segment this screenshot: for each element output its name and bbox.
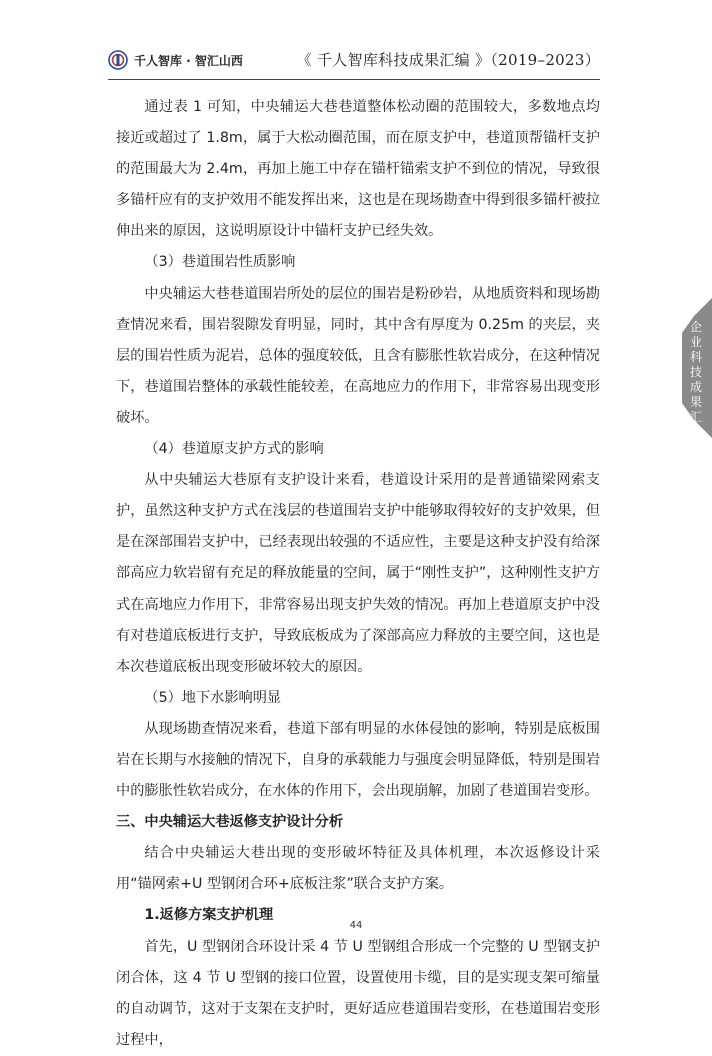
paragraph: 中央辅运大巷巷道围岩所处的层位的围岩是粉砂岩，从地质资料和现场勘查情况来看，围岩裂隙发育明显，同时，其中含有厚度为 0.25m 的夹层，夹层的围岩性质为泥岩，总体的强度较低，且含有膨胀性软岩成分，在这种情况下，巷道围岩整体的承载性能较差，在高地应力的作用下，非常容易出现变形破坏。 — [116, 285, 600, 426]
section-subtitle: （3）巷道围岩性质影响 — [144, 254, 296, 271]
paragraph: 结合中央辅运大巷出现的变形破坏特征及具体机理，本次返修设计采用“锚网索+U 型钢闭合环+底板注浆”联合支护方案。 — [116, 845, 600, 893]
paragraph: 通过表 1 可知，中央辅运大巷巷道整体松动圈的范围较大，多数地点均接近或超过了 1.8m，属于大松动圈范围，而在原支护中，巷道顶帮锚杆支护的范围最大为 2.4m，再加上施工中存在锚杆锚索支护不到位的情况，导致很多锚杆应有的支护效用不能发挥出来，这也是在现场勘查中得到很多锚杆被拉伸出来的原因，这说明原设计中锚杆支护已经失效。 — [116, 99, 600, 240]
page-header — [108, 46, 600, 76]
section-subtitle: （5）地下水影响明显 — [144, 689, 282, 706]
side-tab-label: 企业科技成果汇编 — [689, 320, 702, 439]
collection-title: 《 千人智库科技成果汇编 》（2019–2023） — [296, 51, 600, 69]
header-divider — [108, 79, 600, 80]
paragraph: 从现场勘查情况来看，巷道下部有明显的水体侵蚀的影响，特别是底板围岩在长期与水接触的情况下，自身的承载能力与强度会明显降低，特别是围岩中的膨胀性软岩成分，在水体的作用下，会出现崩解，加剧了巷道围岩变形。 — [116, 720, 600, 800]
section-heading: 三、中央辅运大巷返修支护设计分析 — [116, 814, 344, 831]
document-body — [116, 92, 600, 1056]
section-subtitle: （4）巷道原支护方式的影响 — [144, 441, 324, 458]
paragraph: 首先，U 型钢闭合环设计采 4 节 U 型钢组合形成一个完整的 U 型钢支护闭合体，这 4 节 U 型钢的接口位置，设置使用卡缆，目的是实现支架可缩量的自动调节，这对于支架在支护时，更好适应巷道围岩变形，在巷道围岩变形过程中， — [116, 938, 600, 1048]
paragraph: 从中央辅运大巷原有支护设计来看，巷道设计采用的是普通锚梁网索支护，虽然这种支护方式在浅层的巷道围岩支护中能够取得较好的支护效果，但是在深部围岩支护中，已经表现出较强的不适应性，主要是这种支护没有给深部高应力软岩留有充足的释放能量的空间，属于“刚性支护”，这种刚性支护方式在高地应力作用下，非常容易出现支护失效的情况。再加上巷道原支护中没有对巷道底板进行支护，导致底板成为了深部高应力释放的主要空间，这也是本次巷道底板出现变形破坏较大的原因。 — [116, 472, 600, 675]
page-number: 44 — [349, 920, 363, 931]
qianren-zhiku-logo-icon — [108, 50, 128, 70]
brand-name: 千人智库 · 智汇山西 — [134, 54, 243, 68]
subsection-heading: 1.返修方案支护机理 — [144, 907, 274, 924]
